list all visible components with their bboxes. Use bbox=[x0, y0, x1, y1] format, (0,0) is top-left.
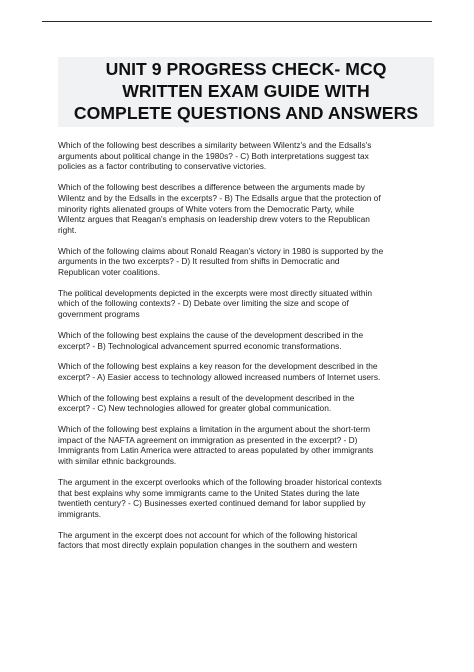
text-line: Wilentz argues that Reagan's emphasis on leadership drew voters to the Republican bbox=[58, 214, 370, 225]
text-line: Wilentz and by the Edsalls in the excerpts? - B) The Edsalls argue that the protection of bbox=[58, 192, 381, 203]
question-answer-list bbox=[58, 140, 434, 561]
text-line: Republican voter coalitions. bbox=[58, 267, 161, 278]
text-line: impact of the NAFTA agreement on immigration as presented in the excerpt? - D) bbox=[58, 434, 358, 445]
question-answer-6 bbox=[58, 361, 434, 382]
text-line: excerpt? - A) Easier access to technology allowed increased numbers of Internet users. bbox=[58, 371, 381, 382]
text-line: Which of the following best explains the cause of the development described in the bbox=[58, 329, 364, 340]
text-line: Which of the following claims about Ronald Reagan's victory in 1980 is supported by the bbox=[58, 245, 384, 256]
title-line: WRITTEN EXAM GUIDE WITH bbox=[122, 81, 370, 101]
text-line: that best explains why some immigrants came to the United States during the late bbox=[58, 487, 360, 498]
text-line: with similar ethnic backgrounds. bbox=[58, 456, 177, 467]
text-line: arguments about political change in the 1980s? - C) Both interpretations suggest tax bbox=[58, 150, 369, 161]
text-line: Which of the following best describes a difference between the arguments made by bbox=[58, 182, 365, 193]
text-line: minority rights alienated groups of White voters from the Democratic Party, while bbox=[58, 203, 355, 214]
question-answer-7 bbox=[58, 393, 434, 414]
text-line: Which of the following best explains a result of the development described in the bbox=[58, 392, 355, 403]
text-line: The political developments depicted in the excerpts were most directly situated within bbox=[58, 287, 372, 298]
title-line: COMPLETE QUESTIONS AND ANSWERS bbox=[73, 103, 419, 123]
text-line: Which of the following best describes a similarity between Wilentz's and the Edsalls's bbox=[58, 140, 372, 150]
text-line: Which of the following best explains a limitation in the argument about the short-term bbox=[58, 424, 371, 435]
title-line: UNIT 9 PROGRESS CHECK- MCQ bbox=[105, 59, 387, 79]
text-line: The argument in the excerpt does not account for which of the following historical bbox=[58, 529, 358, 540]
document-title bbox=[58, 58, 434, 124]
text-line: The argument in the excerpt overlooks which of the following broader historical contexts bbox=[58, 476, 382, 487]
question-answer-8 bbox=[58, 424, 434, 467]
question-answer-4 bbox=[58, 288, 434, 320]
text-line: which of the following contexts? - D) Debate over limiting the size and scope of bbox=[58, 298, 349, 309]
text-line: government programs bbox=[58, 309, 140, 320]
question-answer-9 bbox=[58, 477, 434, 520]
question-answer-3 bbox=[58, 246, 434, 278]
question-answer-1 bbox=[58, 140, 434, 172]
text-line: twentieth century? - C) Businesses exerted continued demand for labor supplied by bbox=[58, 498, 366, 509]
text-line: factors that most directly explain population changes in the southern and western bbox=[58, 540, 358, 551]
text-line: excerpt? - C) New technologies allowed for greater global communication. bbox=[58, 403, 332, 414]
text-line: arguments in the two excerpts? - D) It resulted from shifts in Democratic and bbox=[58, 256, 340, 267]
text-line: Which of the following best explains a key reason for the development described in the bbox=[58, 361, 378, 372]
question-answer-5 bbox=[58, 330, 434, 351]
top-divider bbox=[42, 21, 432, 22]
question-answer-2 bbox=[58, 182, 434, 236]
text-line: excerpt? - B) Technological advancement spurred economic transformations. bbox=[58, 340, 342, 351]
text-line: policies as a factor contributing to conservative victories. bbox=[58, 161, 267, 172]
text-line: right. bbox=[58, 224, 77, 235]
text-line: immigrants. bbox=[58, 508, 102, 519]
question-answer-10 bbox=[58, 530, 434, 551]
text-line: Immigrants from Latin America were attracted to areas populated by other immigrants bbox=[58, 445, 374, 456]
